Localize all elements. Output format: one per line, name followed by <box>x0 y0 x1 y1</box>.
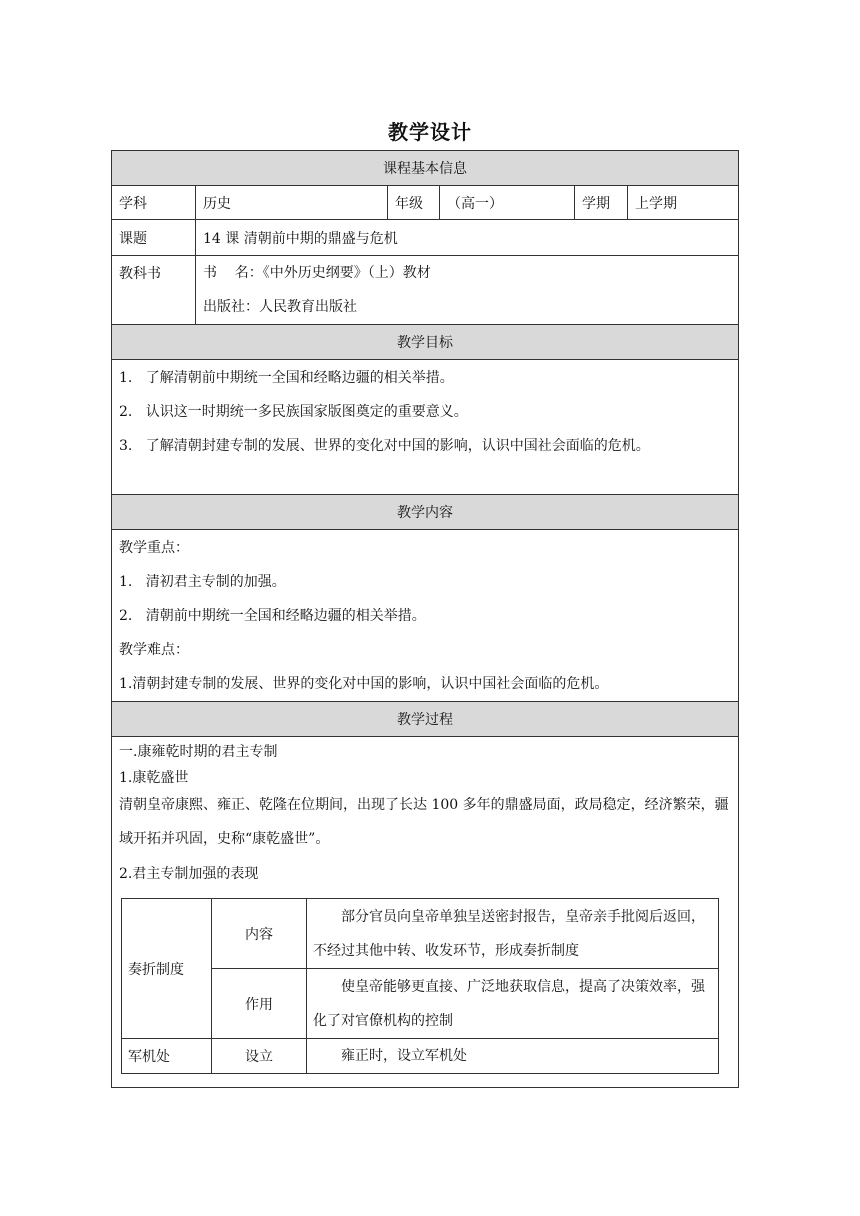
content-text-cell: 部分官员向皇帝单独呈送密封报告，皇帝亲手批阅后返回，不经过其他中转、收发环节，形成奏折制度 <box>307 899 719 969</box>
autocracy-table <box>121 898 719 1074</box>
setup-text-cell: 雍正时，设立军机处 <box>307 1039 719 1074</box>
key-point-item: 1. 清初君主专制的加强。 <box>119 574 286 590</box>
goals-header: 教学目标 <box>112 325 739 360</box>
topic-label: 课题 <box>112 220 196 256</box>
document-title: 教学设计 <box>388 120 472 144</box>
setup-label-cell: 设立 <box>212 1039 307 1074</box>
topic-value: 14 课 清朝前中期的鼎盛与危机 <box>196 220 739 256</box>
goal-item: 1. 了解清朝前中期统一全国和经略边疆的相关举措。 <box>119 370 454 386</box>
difficulty-label: 教学难点： <box>119 642 189 658</box>
process-header: 教学过程 <box>112 702 739 737</box>
subject-value: 历史 <box>196 186 388 220</box>
textbook-label: 教科书 <box>112 256 196 325</box>
key-points-label: 教学重点： <box>119 540 189 556</box>
grade-label: 年级 <box>388 186 440 220</box>
memorial-system-cell: 奏折制度 <box>122 899 212 1039</box>
basic-info-header: 课程基本信息 <box>112 151 739 186</box>
process-subheading: 1.康乾盛世 <box>119 770 189 786</box>
effect-label-cell: 作用 <box>212 969 307 1039</box>
subject-label: 学科 <box>112 186 196 220</box>
council-cell: 军机处 <box>122 1039 212 1074</box>
process-subheading: 2.君主专制加强的表现 <box>119 866 259 882</box>
key-point-item: 2. 清朝前中期统一全国和经略边疆的相关举措。 <box>119 608 426 624</box>
difficulty-item: 1.清朝封建专制的发展、世界的变化对中国的影响，认识中国社会面临的危机。 <box>119 676 609 692</box>
goal-item: 3. 了解清朝封建专制的发展、世界的变化对中国的影响，认识中国社会面临的危机。 <box>119 438 650 454</box>
goal-item: 2. 认识这一时期统一多民族国家版图奠定的重要意义。 <box>119 404 468 420</box>
process-section-title: 一.康雍乾时期的君主专制 <box>119 744 278 760</box>
effect-text-cell: 使皇帝能够更直接、广泛地获取信息，提高了决策效率，强化了对官僚机构的控制 <box>307 969 719 1039</box>
process-paragraph: 清朝皇帝康熙、雍正、乾隆在位期间，出现了长达 100 多年的鼎盛局面，政局稳定，经济繁荣，疆域开拓并巩固，史称“康乾盛世”。 <box>119 797 729 847</box>
content-header: 教学内容 <box>112 495 739 530</box>
textbook-name: 书 名：《中外历史纲要》（上）教材 <box>203 265 431 281</box>
term-label: 学期 <box>575 186 628 220</box>
lesson-plan-table <box>111 150 739 1088</box>
term-value: 上学期 <box>628 186 739 220</box>
textbook-publisher: 出版社：人民教育出版社 <box>203 299 357 315</box>
grade-value: （高一） <box>440 186 575 220</box>
content-label-cell: 内容 <box>212 899 307 969</box>
